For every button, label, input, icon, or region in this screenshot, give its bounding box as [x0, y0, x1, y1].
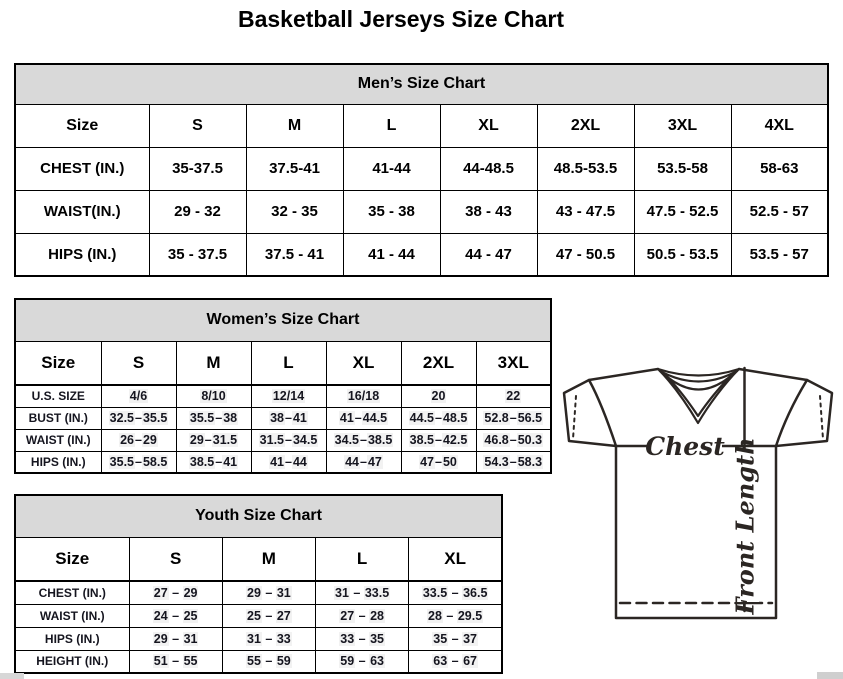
table-cell: 63 – 67 [409, 650, 502, 673]
table-cell: 31 – 33 [222, 627, 315, 650]
table-cell: 44.5–48.5 [401, 407, 476, 429]
table-cell: 48.5-53.5 [537, 147, 634, 190]
table-cell: 54.3–58.3 [476, 451, 551, 473]
table-cell: 37.5-41 [246, 147, 343, 190]
page-title: Basketball Jerseys Size Chart [237, 6, 564, 32]
mens-column-header-s: S [149, 104, 246, 147]
row-label: CHEST (IN.) [15, 581, 129, 604]
row-label: WAIST (IN.) [15, 429, 101, 451]
youth-size-table [14, 494, 503, 674]
row-label: U.S. SIZE [15, 385, 101, 407]
womens-column-header-3xl: 3XL [476, 341, 551, 385]
womens-column-header-m: M [176, 341, 251, 385]
table-cell: 35 – 37 [409, 627, 502, 650]
table-cell: 41–44 [251, 451, 326, 473]
table-cell: 47.5 - 52.5 [634, 190, 731, 233]
womens-column-header-l: L [251, 341, 326, 385]
table-cell: 35.5–58.5 [101, 451, 176, 473]
mens-column-header-xl: XL [440, 104, 537, 147]
table-cell: 44-48.5 [440, 147, 537, 190]
youth-table-row [15, 581, 502, 604]
table-cell: 38–41 [251, 407, 326, 429]
mens-column-header-3xl: 3XL [634, 104, 731, 147]
mens-size-table [14, 63, 829, 277]
table-cell: 38.5–42.5 [401, 429, 476, 451]
table-cell: 8/10 [176, 385, 251, 407]
table-cell: 35 - 37.5 [149, 233, 246, 276]
table-cell: 53.5 - 57 [731, 233, 828, 276]
row-label: HEIGHT (IN.) [15, 650, 129, 673]
table-cell: 31 – 33.5 [316, 581, 409, 604]
womens-table-title: Women’s Size Chart [15, 299, 551, 341]
table-cell: 50.5 - 53.5 [634, 233, 731, 276]
table-cell: 41 - 44 [343, 233, 440, 276]
womens-column-header-2xl: 2XL [401, 341, 476, 385]
mens-table-row [15, 147, 828, 190]
table-cell: 55 – 59 [222, 650, 315, 673]
table-cell: 29 - 32 [149, 190, 246, 233]
table-cell: 32 - 35 [246, 190, 343, 233]
table-cell: 43 - 47.5 [537, 190, 634, 233]
table-cell: 47 - 50.5 [537, 233, 634, 276]
table-cell: 51 – 55 [129, 650, 222, 673]
womens-size-table [14, 298, 552, 474]
womens-size-header: Size [15, 341, 101, 385]
table-cell: 27 – 29 [129, 581, 222, 604]
table-cell: 41-44 [343, 147, 440, 190]
table-cell: 38 - 43 [440, 190, 537, 233]
row-label: CHEST (IN.) [15, 147, 149, 190]
table-cell: 33.5 – 36.5 [409, 581, 502, 604]
scrollbar-fragment-left[interactable] [0, 673, 24, 679]
youth-table-row [15, 604, 502, 627]
row-label: BUST (IN.) [15, 407, 101, 429]
table-cell: 34.5–38.5 [326, 429, 401, 451]
table-cell: 33 – 35 [316, 627, 409, 650]
table-cell: 52.8–56.5 [476, 407, 551, 429]
youth-column-header-m: M [222, 537, 315, 581]
table-cell: 59 – 63 [316, 650, 409, 673]
youth-table-row [15, 627, 502, 650]
table-cell: 29–31.5 [176, 429, 251, 451]
table-cell: 46.8–50.3 [476, 429, 551, 451]
row-label: HIPS (IN.) [15, 627, 129, 650]
table-cell: 35 - 38 [343, 190, 440, 233]
mens-column-header-m: M [246, 104, 343, 147]
row-label: WAIST(IN.) [15, 190, 149, 233]
jersey-diagram [558, 360, 838, 622]
table-cell: 26–29 [101, 429, 176, 451]
youth-table [14, 494, 503, 674]
youth-table-row [15, 650, 502, 673]
table-cell: 44–47 [326, 451, 401, 473]
mens-column-header-2xl: 2XL [537, 104, 634, 147]
youth-table-title: Youth Size Chart [15, 495, 502, 537]
chest-label: Chest [645, 432, 725, 461]
table-cell: 29 – 31 [222, 581, 315, 604]
front-length-label: Front Length [730, 437, 760, 615]
womens-table-row [15, 451, 551, 473]
table-cell: 32.5–35.5 [101, 407, 176, 429]
mens-column-header-4xl: 4XL [731, 104, 828, 147]
scrollbar-fragment-right[interactable] [817, 672, 843, 679]
table-cell: 47–50 [401, 451, 476, 473]
table-cell: 24 – 25 [129, 604, 222, 627]
row-label: WAIST (IN.) [15, 604, 129, 627]
mens-size-header: Size [15, 104, 149, 147]
womens-column-header-s: S [101, 341, 176, 385]
table-cell: 29 – 31 [129, 627, 222, 650]
table-cell: 41–44.5 [326, 407, 401, 429]
table-cell: 4/6 [101, 385, 176, 407]
womens-column-header-xl: XL [326, 341, 401, 385]
womens-table-row [15, 429, 551, 451]
mens-table [14, 63, 829, 277]
table-cell: 20 [401, 385, 476, 407]
womens-table-row [15, 385, 551, 407]
youth-column-header-s: S [129, 537, 222, 581]
table-cell: 12/14 [251, 385, 326, 407]
youth-column-header-xl: XL [409, 537, 502, 581]
table-cell: 35-37.5 [149, 147, 246, 190]
table-cell: 52.5 - 57 [731, 190, 828, 233]
table-cell: 35.5–38 [176, 407, 251, 429]
table-cell: 44 - 47 [440, 233, 537, 276]
right-shoulder-line [739, 369, 807, 380]
v-neck-collar [658, 369, 739, 423]
table-cell: 16/18 [326, 385, 401, 407]
table-cell: 58-63 [731, 147, 828, 190]
youth-column-header-l: L [316, 537, 409, 581]
row-label: HIPS (IN.) [15, 451, 101, 473]
table-cell: 27 – 28 [316, 604, 409, 627]
table-cell: 31.5–34.5 [251, 429, 326, 451]
table-cell: 37.5 - 41 [246, 233, 343, 276]
left-shoulder-line [589, 369, 658, 380]
youth-size-header: Size [15, 537, 129, 581]
womens-table-row [15, 407, 551, 429]
mens-table-row [15, 190, 828, 233]
mens-table-title: Men’s Size Chart [15, 64, 828, 104]
table-cell: 53.5-58 [634, 147, 731, 190]
right-cuff-dashed-line [820, 396, 823, 439]
row-label: HIPS (IN.) [15, 233, 149, 276]
mens-table-row [15, 233, 828, 276]
womens-table [14, 298, 552, 474]
table-cell: 25 – 27 [222, 604, 315, 627]
table-cell: 38.5–41 [176, 451, 251, 473]
left-cuff-dashed-line [573, 396, 576, 439]
table-cell: 22 [476, 385, 551, 407]
mens-column-header-l: L [343, 104, 440, 147]
table-cell: 28 – 29.5 [409, 604, 502, 627]
